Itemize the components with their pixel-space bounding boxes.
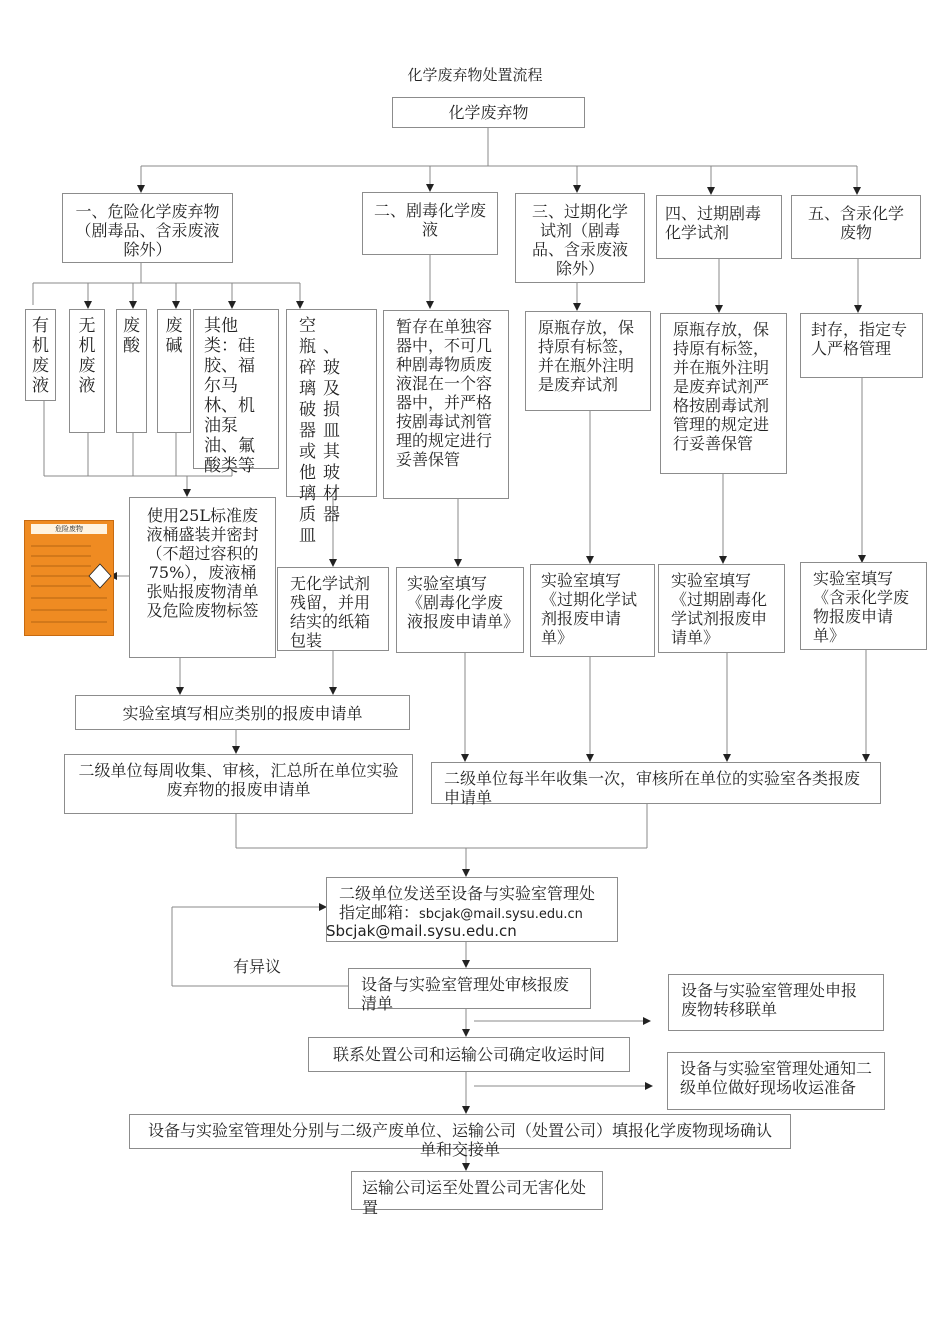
category-expired — [515, 193, 645, 283]
schedule-box — [308, 1037, 630, 1072]
send-email-text: 二级单位发送至设备与实验室管理处指定邮箱： — [339, 884, 596, 922]
page-title: 化学废弃物处置流程 — [407, 66, 543, 84]
subtype-label: 废碱 — [165, 316, 183, 356]
storage-text: 使用25L标准废液桶盛装并密封（不超过容积的75%），废液桶张贴报废物清单及危险废物标签 — [146, 506, 259, 620]
hazard-diamond-icon — [25, 538, 113, 636]
collect-text: 二级单位每半年收集一次，审核所在单位的实验室各类报废申请单 — [444, 769, 861, 807]
collect-weekly — [64, 754, 413, 814]
email-address[interactable]: sbcjak@mail.sysu.edu.cn — [419, 907, 583, 922]
storage-text: 无化学试剂残留，并用结实的纸箱包装 — [290, 574, 371, 650]
category-label: 三、过期化学试剂（剧毒品、含汞废液除外） — [531, 202, 628, 278]
storage-text: 暂存在单独容器中，不可几种剧毒物质废液混在一个容器中，并严格按剧毒试剂管理的规定进行妥善保管 — [396, 317, 493, 469]
category-label: 四、过期剧毒化学试剂 — [665, 204, 762, 242]
subtype-inorganic — [69, 309, 105, 433]
review-text: 设备与实验室管理处审核报废清单 — [361, 975, 570, 1013]
collect-half-year — [431, 762, 881, 807]
confirm-text: 设备与实验室管理处分别与二级产废单位、运输公司（处置公司）填报化学废物现场确认单和交接单 — [147, 1121, 772, 1159]
form-expired — [530, 564, 655, 657]
subtype-acid — [116, 309, 147, 433]
root-node — [392, 97, 585, 128]
subtype-organic — [25, 309, 56, 401]
notify-text: 设备与实验室管理处通知二级单位做好现场收运准备 — [680, 1059, 873, 1097]
form-mercury — [800, 562, 927, 650]
subtype-label: 其他类：硅胶、福尔马林、机油泵油、氟酸类等 — [204, 316, 255, 476]
form-text: 实验室填写《过期化学试剂报废申请单》 — [541, 571, 638, 647]
root-label: 化学废弃物 — [448, 103, 529, 122]
notify-box — [667, 1052, 885, 1110]
storage-expired — [525, 311, 651, 411]
form-text: 实验室填写相应类别的报废申请单 — [122, 704, 363, 723]
storage-expired-toxic — [660, 313, 787, 474]
storage-text: 原瓶存放，保持原有标签，并在瓶外注明是废弃试剂严格按剧毒试剂管理的规定进行妥善保管 — [673, 320, 770, 453]
transfer-box — [668, 974, 884, 1031]
category-label: 一、危险化学废弃物（剧毒品、含汞废液除外） — [75, 202, 220, 259]
subtype-label: 空瓶、碎玻璃及破损器皿或其他玻璃材质器皿 — [299, 316, 347, 546]
form-text: 实验室填写《含汞化学废物报废申请单》 — [813, 569, 910, 645]
category-hazardous — [62, 193, 233, 263]
subtype-glass — [286, 309, 377, 546]
storage-mercury — [800, 313, 923, 378]
schedule-text: 联系处置公司和运输公司确定收运时间 — [332, 1045, 605, 1064]
email-address-alt[interactable]: Sbcjak@mail.sysu.edu.cn — [326, 922, 517, 940]
storage-liquid-barrel — [129, 497, 276, 658]
category-mercury — [791, 195, 921, 259]
final-box — [351, 1171, 603, 1217]
category-expired-toxic — [656, 195, 782, 259]
category-label: 五、含汞化学废物 — [807, 204, 904, 242]
category-label: 二、剧毒化学废液 — [373, 201, 486, 239]
storage-text: 原瓶存放，保持原有标签，并在瓶外注明是废弃试剂 — [538, 318, 635, 394]
collect-text: 二级单位每周收集、审核，汇总所在单位实验废弃物的报废申请单 — [78, 761, 399, 799]
final-text: 运输公司运至处置公司无害化处置 — [362, 1178, 587, 1217]
subtype-other — [193, 309, 279, 476]
form-expired-toxic — [658, 564, 785, 653]
subtype-label: 废酸 — [123, 316, 140, 356]
objection-label: 有异议 — [233, 957, 282, 976]
review-box — [348, 968, 591, 1013]
storage-toxic — [383, 310, 509, 499]
subtype-label: 无机废液 — [78, 316, 96, 396]
subtype-label: 有机废液 — [32, 316, 49, 396]
transfer-text: 设备与实验室管理处申报废物转移联单 — [681, 981, 858, 1019]
form-text: 实验室填写《过期剧毒化学试剂报废申请单》 — [671, 571, 768, 647]
confirm-box — [129, 1114, 791, 1159]
storage-glass-box — [277, 567, 389, 651]
form-general — [75, 695, 410, 730]
label-heading: 危险废物 — [31, 524, 107, 534]
form-toxic — [396, 567, 524, 653]
subtype-alkali — [157, 309, 191, 433]
category-toxic — [362, 192, 498, 255]
form-text: 实验室填写《剧毒化学废液报废申请单》 — [407, 574, 520, 631]
storage-text: 封存，指定专人严格管理 — [811, 320, 908, 358]
hazardous-waste-label-image — [24, 520, 114, 636]
